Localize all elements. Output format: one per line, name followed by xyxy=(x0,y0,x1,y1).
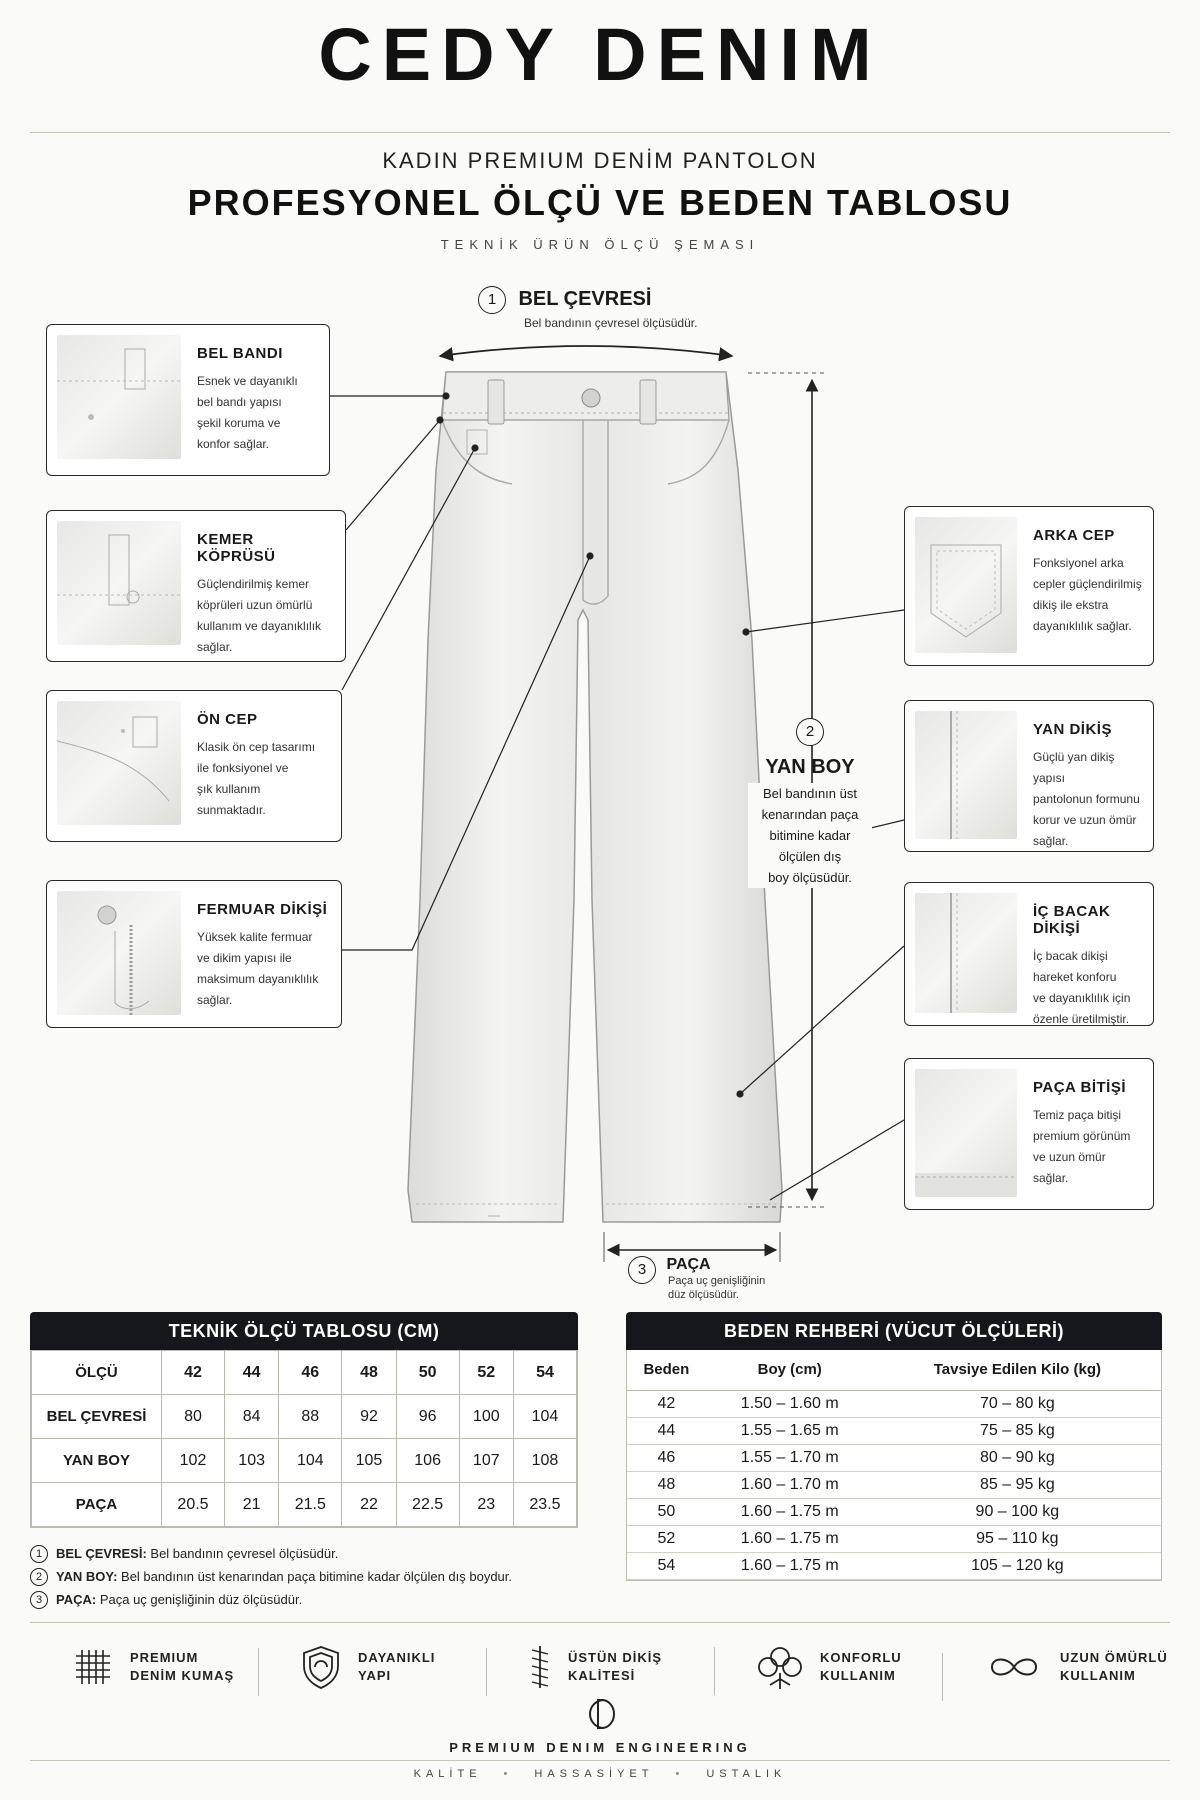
callout-title: BEL BANDI xyxy=(197,345,283,362)
callout-kemer-koprusu xyxy=(46,510,346,662)
product-kicker: KADIN PREMIUM DENİM PANTOLON xyxy=(382,148,818,173)
table-cell: 44 xyxy=(627,1417,706,1444)
page-subtitle: TEKNİK ÜRÜN ÖLÇÜ ŞEMASI xyxy=(440,237,760,252)
table-cell: 48 xyxy=(627,1471,706,1498)
column-header: Boy (cm) xyxy=(706,1350,874,1390)
table-cell: 52 xyxy=(459,1351,513,1395)
table-cell: 104 xyxy=(513,1395,576,1439)
back-pocket-thumbnail xyxy=(915,517,1017,653)
size-guide-table xyxy=(626,1312,1162,1581)
footer-tagline: PREMIUM DENIM ENGINEERING xyxy=(449,1740,751,1755)
measure-number: 1 xyxy=(478,286,506,314)
stitch-icon xyxy=(528,1644,552,1690)
table-cell: 103 xyxy=(225,1439,279,1483)
callout-title: ÖN CEP xyxy=(197,711,258,728)
table-cell: 1.55 – 1.70 m xyxy=(706,1444,874,1471)
monogram-logo xyxy=(0,1694,1200,1739)
table-cell: 1.60 – 1.70 m xyxy=(706,1471,874,1498)
table-title: BEDEN REHBERİ (VÜCUT ÖLÇÜLERİ) xyxy=(626,1312,1162,1350)
callout-bel-bandi xyxy=(46,324,330,476)
callout-desc: İç bacak dikişi hareket konforu ve dayanıklılık için özenle üretilmiştir. xyxy=(1033,949,1131,1026)
note-item: 3 PAÇA: Paça uç genişliğinin düz ölçüsüdür. xyxy=(30,1588,512,1611)
divider xyxy=(30,1622,1170,1623)
measure-number: 2 xyxy=(796,718,824,746)
table-cell: 80 xyxy=(162,1395,225,1439)
note-item: 2 YAN BOY: Bel bandının üst kenarından paça bitimine kadar ölçülen dış boydur. xyxy=(30,1565,512,1588)
measure-title: PAÇA xyxy=(666,1256,711,1273)
table-cell: 46 xyxy=(279,1351,342,1395)
hem-measure-label xyxy=(628,1256,765,1302)
table-cell: 54 xyxy=(627,1552,706,1579)
technical-size-table xyxy=(30,1312,578,1528)
feature-item: ÜSTÜN DİKİŞ KALİTESİ xyxy=(486,1644,714,1690)
table-cell: 1.50 – 1.60 m xyxy=(706,1390,874,1417)
feature-strip xyxy=(30,1632,1170,1702)
table-cell: 22.5 xyxy=(396,1483,459,1527)
waist-measure-label xyxy=(478,286,697,330)
table-cell: 100 xyxy=(459,1395,513,1439)
table-cell: 54 xyxy=(513,1351,576,1395)
jeans-illustration xyxy=(408,372,782,1222)
table-cell: 105 – 120 kg xyxy=(874,1552,1161,1579)
table-cell: 70 – 80 kg xyxy=(874,1390,1161,1417)
callout-desc: Klasik ön cep tasarımı ile fonksiyonel ve şık kullanım sunmaktadır. xyxy=(197,740,316,817)
table-cell: 85 – 95 kg xyxy=(874,1471,1161,1498)
table-cell: 88 xyxy=(279,1395,342,1439)
table-cell: 102 xyxy=(162,1439,225,1483)
shield-icon xyxy=(300,1644,342,1690)
callout-ic-bacak-dikisi xyxy=(904,882,1154,1026)
table-cell: 95 – 110 kg xyxy=(874,1525,1161,1552)
table-cell: 84 xyxy=(225,1395,279,1439)
zipper-thumbnail xyxy=(57,891,181,1015)
infinity-icon xyxy=(984,1652,1044,1682)
hem-finish-thumbnail xyxy=(915,1069,1017,1197)
table-row xyxy=(32,1395,577,1439)
table-cell: 44 xyxy=(225,1351,279,1395)
table-cell: 1.60 – 1.75 m xyxy=(706,1552,874,1579)
measurement-notes xyxy=(30,1542,512,1611)
table-row xyxy=(627,1444,1161,1471)
row-header: YAN BOY xyxy=(32,1439,162,1483)
brand-logo: CEDY DENIM xyxy=(318,13,882,96)
waistband-thumbnail xyxy=(57,335,181,459)
table-cell: 23 xyxy=(459,1483,513,1527)
table-cell: 1.60 – 1.75 m xyxy=(706,1525,874,1552)
table-cell: 75 – 85 kg xyxy=(874,1417,1161,1444)
table-title: TEKNİK ÖLÇÜ TABLOSU (CM) xyxy=(30,1312,578,1350)
table-row xyxy=(627,1471,1161,1498)
measure-desc: Bel bandının üst kenarından paça bitimine kadar ölçülen dış boy ölçüsüdür. xyxy=(748,783,872,888)
note-item: 1 BEL ÇEVRESİ: Bel bandının çevresel ölçüsüdür. xyxy=(30,1542,512,1565)
callout-title: PAÇA BİTİŞİ xyxy=(1033,1079,1127,1096)
table-row xyxy=(32,1483,577,1527)
divider xyxy=(30,1760,1170,1761)
callout-desc: Temiz paça bitişi premium görünüm ve uzun ömür sağlar. xyxy=(1033,1108,1131,1185)
table-cell: 80 – 90 kg xyxy=(874,1444,1161,1471)
row-header: PAÇA xyxy=(32,1483,162,1527)
table-cell: 23.5 xyxy=(513,1483,576,1527)
callout-title: ARKA CEP xyxy=(1033,527,1115,544)
table-cell: 42 xyxy=(162,1351,225,1395)
callout-desc: Fonksiyonel arka cepler güçlendirilmiş dikiş ile ekstra dayanıklılık sağlar. xyxy=(1033,556,1142,633)
callout-desc: Esnek ve dayanıklı bel bandı yapısı şekil koruma ve konfor sağlar. xyxy=(197,374,298,451)
callout-paca-bitisi xyxy=(904,1058,1154,1210)
table-cell: 48 xyxy=(342,1351,396,1395)
table-row xyxy=(627,1525,1161,1552)
table-cell: 1.60 – 1.75 m xyxy=(706,1498,874,1525)
callout-arka-cep xyxy=(904,506,1154,666)
table-cell: 105 xyxy=(342,1439,396,1483)
table-cell: 92 xyxy=(342,1395,396,1439)
table-cell: 104 xyxy=(279,1439,342,1483)
callout-fermuar-dikisi xyxy=(46,880,342,1028)
table-cell: 90 – 100 kg xyxy=(874,1498,1161,1525)
table-cell: 107 xyxy=(459,1439,513,1483)
table-cell: 108 xyxy=(513,1439,576,1483)
table-cell: 96 xyxy=(396,1395,459,1439)
callout-desc: Yüksek kalite fermuar ve dikim yapısı ile maksimum dayanıklılık sağlar. xyxy=(197,930,319,1007)
table-cell: 21.5 xyxy=(279,1483,342,1527)
table-cell: 52 xyxy=(627,1525,706,1552)
table-cell: 21 xyxy=(225,1483,279,1527)
feature-item: KONFORLU KULLANIM xyxy=(714,1643,942,1691)
table-header-row xyxy=(627,1350,1161,1390)
feature-item: PREMIUM DENİM KUMAŞ xyxy=(30,1646,258,1688)
page-title: PROFESYONEL ÖLÇÜ VE BEDEN TABLOSU xyxy=(187,182,1013,223)
table-cell: 42 xyxy=(627,1390,706,1417)
column-header: Beden xyxy=(627,1350,706,1390)
table-row xyxy=(627,1417,1161,1444)
feature-item: UZUN ÖMÜRLÜ KULLANIM xyxy=(942,1649,1170,1685)
table-cell: 1.55 – 1.65 m xyxy=(706,1417,874,1444)
row-header: ÖLÇÜ xyxy=(32,1351,162,1395)
footer-values: KALİTE • HASSASİYET • USTALIK xyxy=(413,1768,787,1780)
measure-desc: Bel bandının çevresel ölçüsüdür. xyxy=(524,316,698,330)
cotton-icon xyxy=(756,1643,804,1691)
inseam-thumbnail xyxy=(915,893,1017,1013)
column-header: Tavsiye Edilen Kilo (kg) xyxy=(874,1350,1161,1390)
table-row xyxy=(32,1351,577,1395)
callout-title: YAN DİKİŞ xyxy=(1033,721,1112,738)
table-cell: 106 xyxy=(396,1439,459,1483)
callout-desc: Güçlendirilmiş kemer köprüleri uzun ömürlü kullanım ve dayanıklılık sağlar. xyxy=(197,577,322,654)
belt-loop-thumbnail xyxy=(57,521,181,645)
callout-title: FERMUAR DİKİŞİ xyxy=(197,901,328,918)
table-cell: 46 xyxy=(627,1444,706,1471)
callout-yan-dikis xyxy=(904,700,1154,852)
feature-item: DAYANIKLI YAPI xyxy=(258,1644,486,1690)
row-header: BEL ÇEVRESİ xyxy=(32,1395,162,1439)
measure-title: BEL ÇEVRESİ xyxy=(518,288,652,311)
measure-number: 3 xyxy=(628,1256,656,1284)
table-cell: 22 xyxy=(342,1483,396,1527)
fabric-grid-icon xyxy=(72,1646,114,1688)
front-pocket-thumbnail xyxy=(57,701,181,825)
outseam-measure-label xyxy=(748,718,872,888)
measure-title: YAN BOY xyxy=(765,756,855,778)
side-seam-thumbnail xyxy=(915,711,1017,839)
table-row xyxy=(627,1498,1161,1525)
callout-title: KEMER KÖPRÜSÜ xyxy=(197,531,276,565)
table-cell: 50 xyxy=(396,1351,459,1395)
measure-desc: Paça uç genişliğinin düz ölçüsüdür. xyxy=(668,1275,766,1301)
callout-on-cep xyxy=(46,690,342,842)
table-row xyxy=(32,1439,577,1483)
callout-desc: Güçlü yan dikiş yapısı pantolonun formunu korur ve uzun ömür sağlar. xyxy=(1033,750,1140,848)
callout-title: İÇ BACAK DİKİŞİ xyxy=(1033,903,1111,937)
table-cell: 20.5 xyxy=(162,1483,225,1527)
table-row xyxy=(627,1390,1161,1417)
table-cell: 50 xyxy=(627,1498,706,1525)
table-row xyxy=(627,1552,1161,1579)
